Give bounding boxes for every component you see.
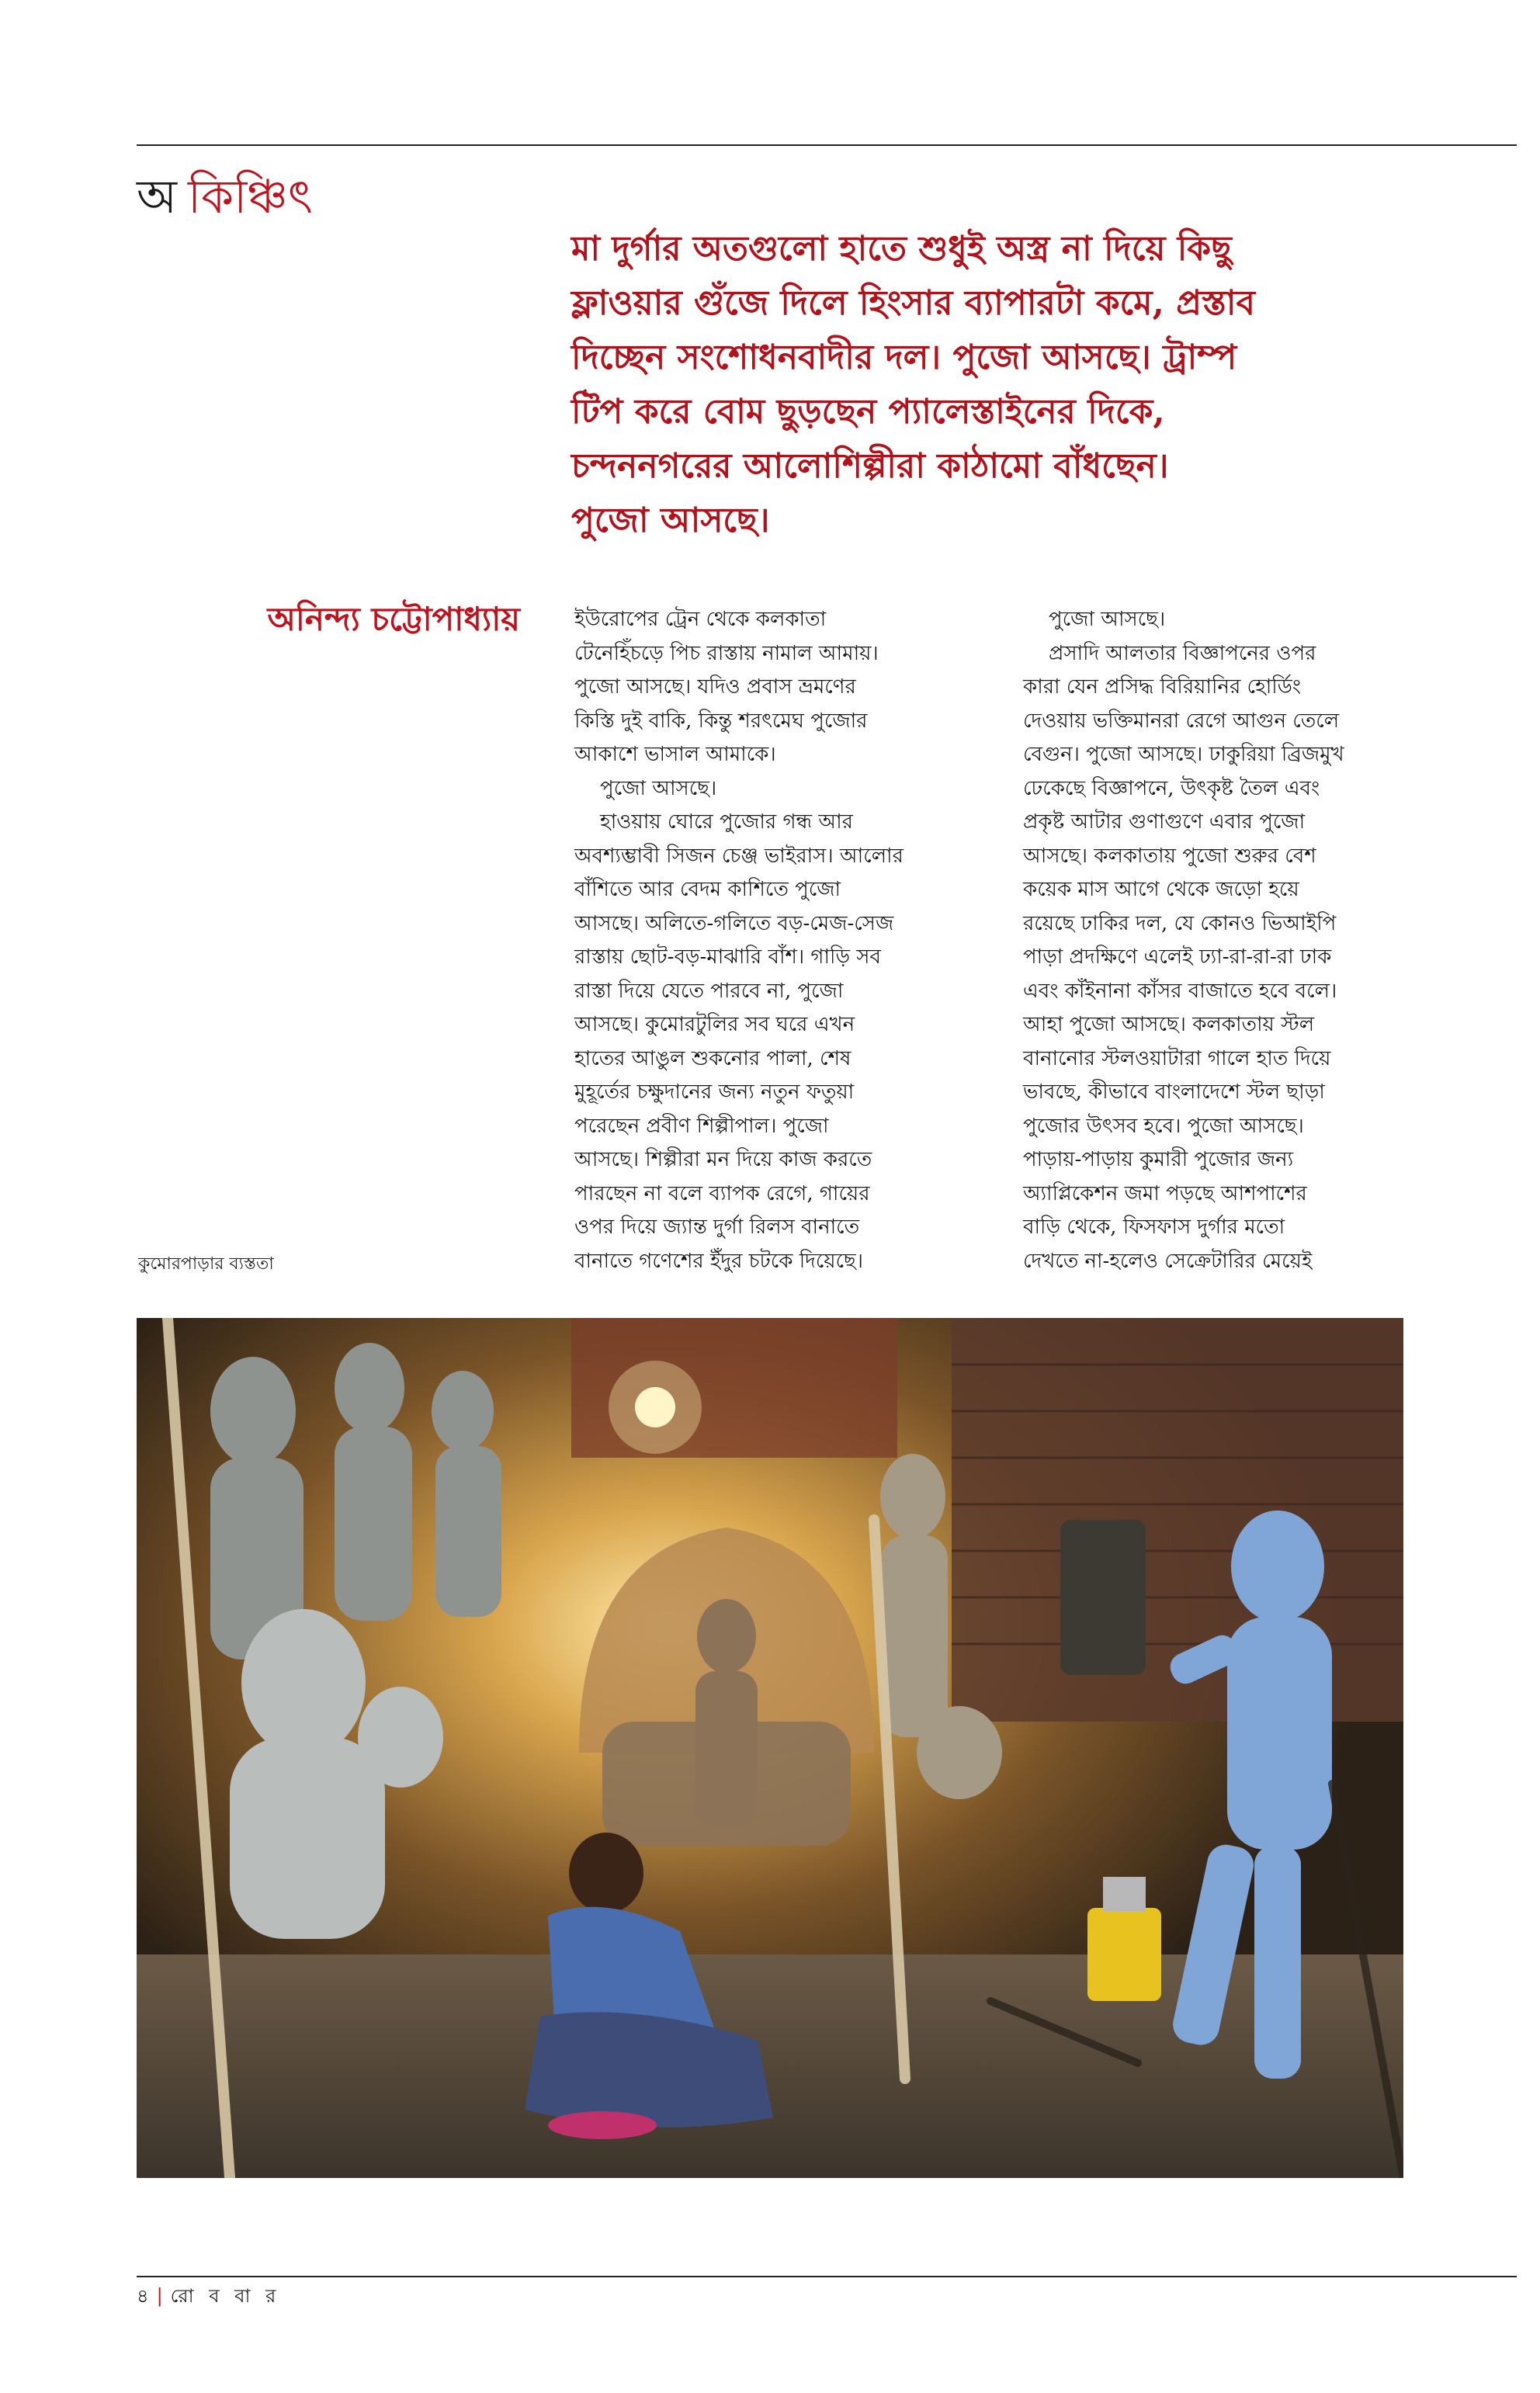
standfirst-line: দিচ্ছেন সংশোধনবাদীর দল। পুজো আসছে। ট্রাম্প: [571, 338, 1237, 377]
body-line: রাস্তা দিয়ে যেতে পারবে না, পুজো: [574, 979, 844, 1003]
kicker-title: কিঞ্চিৎ: [187, 170, 313, 224]
body-line: ঢেকেছে বিজ্ঞাপনে, উৎকৃষ্ট তৈল এবং: [1023, 776, 1320, 800]
body-line: হাতের আঙুল শুকনোর পালা, শেষ: [574, 1046, 852, 1070]
workshop-photo: [137, 1318, 1403, 2178]
body-line: দেওয়ায় ভক্তিমানরা রেগে আগুন তেলে: [1023, 709, 1340, 733]
body-line: পুজো আসছে। যদিও প্রবাস ভ্রমণের: [574, 675, 856, 699]
body-line: আসছে। অলিতে-গলিতে বড়-মেজ-সেজ: [574, 911, 894, 935]
body-line: পাড়া প্রদক্ষিণে এলেই ঢ্যা-রা-রা-রা ঢাক: [1023, 945, 1332, 969]
body-line: হাওয়ায় ঘোরে পুজোর গন্ধ আর: [574, 810, 853, 834]
body-line: এবং কাঁইনানা কাঁসর বাজাতে হবে বলে।: [1023, 979, 1337, 1003]
standfirst: [571, 222, 1441, 548]
standfirst-line: পুজো আসছে।: [571, 501, 770, 540]
standfirst-line: মা দুর্গার অতগুলো হাতে শুধুই অস্ত্র না দিয়ে কিছু: [571, 229, 1232, 269]
body-line: বাঁশিতে আর বেদম কাশিতে পুজো: [574, 878, 841, 901]
body-line: কিস্তি দুই বাকি, কিন্তু শরৎমেঘ পুজোর: [574, 709, 868, 733]
body-line: আহা পুজো আসছে। কলকাতায় স্টল: [1023, 1013, 1315, 1036]
body-line: রয়েছে ঢাকির দল, যে কোনও ভিআইপি: [1023, 911, 1337, 935]
publication-name: রো ব বা র: [170, 2285, 281, 2307]
body-line: বাড়ি থেকে, ফিসফাস দুর্গার মতো: [1023, 1216, 1285, 1239]
body-line: ভাবছে, কীভাবে বাংলাদেশে স্টল ছাড়া: [1023, 1080, 1325, 1104]
footer-separator: |: [156, 2285, 163, 2307]
body-line: আসছে। কলকাতায় পুজো শুরুর বেশ: [1023, 844, 1316, 868]
body-column-1: [574, 603, 1009, 1278]
body-line: পরেছেন প্রবীণ শিল্পীপাল। পুজো: [574, 1114, 829, 1138]
body-line: আসছে। কুমোরটুলির সব ঘরে এখন: [574, 1013, 855, 1036]
page-number: ৪: [137, 2285, 149, 2307]
body-line: প্রসাদি আলতার বিজ্ঞাপনের ওপর: [1023, 641, 1316, 665]
body-line: অ্যাপ্লিকেশন জমা পড়ছে আশপাশের: [1023, 1181, 1307, 1205]
body-line: আকাশে ভাসাল আমাকে।: [574, 743, 776, 766]
body-line: আসছে। শিল্পীরা মন দিয়ে কাজ করতে: [574, 1148, 872, 1171]
standfirst-line: টিপ করে বোম ছুড়ছেন প্যালেস্তাইনের দিকে,: [571, 392, 1165, 432]
standfirst-line: ফ্লাওয়ার গুঁজে দিলে হিংসার ব্যাপারটা কমে, প্রস্তাব: [571, 283, 1255, 323]
top-rule: [137, 144, 1517, 146]
body-line: পুজো আসছে।: [1023, 608, 1166, 631]
body-line: পুজোর উৎসব হবে। পুজো আসছে।: [1023, 1114, 1304, 1138]
body-line: ইউরোপের ট্রেন থেকে কলকাতা: [574, 608, 827, 631]
body-line: বেগুন। পুজো আসছে। ঢাকুরিয়া ব্রিজমুখ: [1023, 743, 1344, 766]
body-line: কারা যেন প্রসিদ্ধ বিরিয়ানির হোর্ডিং: [1023, 675, 1302, 699]
body-line: বানাতে গণেশের ইঁদুর চটকে দিয়েছে।: [574, 1249, 864, 1273]
body-line: ওপর দিয়ে জ্যান্ত দুর্গা রিলস বানাতে: [574, 1216, 860, 1239]
body-line: বানানোর স্টলওয়াটারা গালে হাত দিয়ে: [1023, 1046, 1331, 1070]
body-line: কয়েক মাস আগে থেকে জড়ো হয়ে: [1023, 878, 1299, 901]
body-line: পুজো আসছে।: [574, 776, 717, 800]
body-line: পারছেন না বলে ব্যাপক রেগে, গায়ের: [574, 1181, 870, 1205]
kicker-prefix: অ: [137, 170, 177, 224]
bottom-rule: [137, 2276, 1517, 2277]
body-line: দেখতে না-হলেও সেক্রেটারির মেয়েই: [1023, 1249, 1313, 1273]
body-line: অবশ্যম্ভাবী সিজন চেঞ্জ ভাইরাস। আলোর: [574, 844, 904, 868]
photo-caption: কুমোরপাড়ার ব্যস্ততা: [138, 1254, 274, 1274]
body-line: রাস্তায় ছোট-বড়-মাঝারি বাঁশ। গাড়ি সব: [574, 945, 881, 969]
standfirst-line: চন্দননগরের আলোশিল্পীরা কাঠামো বাঁধছেন।: [571, 446, 1169, 486]
body-line: মুহূর্তের চক্ষুদানের জন্য নতুন ফতুয়া: [574, 1080, 855, 1104]
page-footer: [137, 2284, 280, 2308]
body-line: পাড়ায়-পাড়ায় কুমারী পুজোর জন্য: [1023, 1148, 1294, 1171]
body-line: প্রকৃষ্ট আটার গুণাগুণে এবার পুজো: [1023, 810, 1306, 834]
section-kicker: [137, 166, 313, 228]
body-line: টেনেহিঁচড়ে পিচ রাস্তায় নামাল আমায়।: [574, 641, 879, 665]
author-byline: অনিন্দ্য চট্টোপাধ্যায়: [267, 600, 520, 638]
body-column-2: [1023, 603, 1458, 1278]
